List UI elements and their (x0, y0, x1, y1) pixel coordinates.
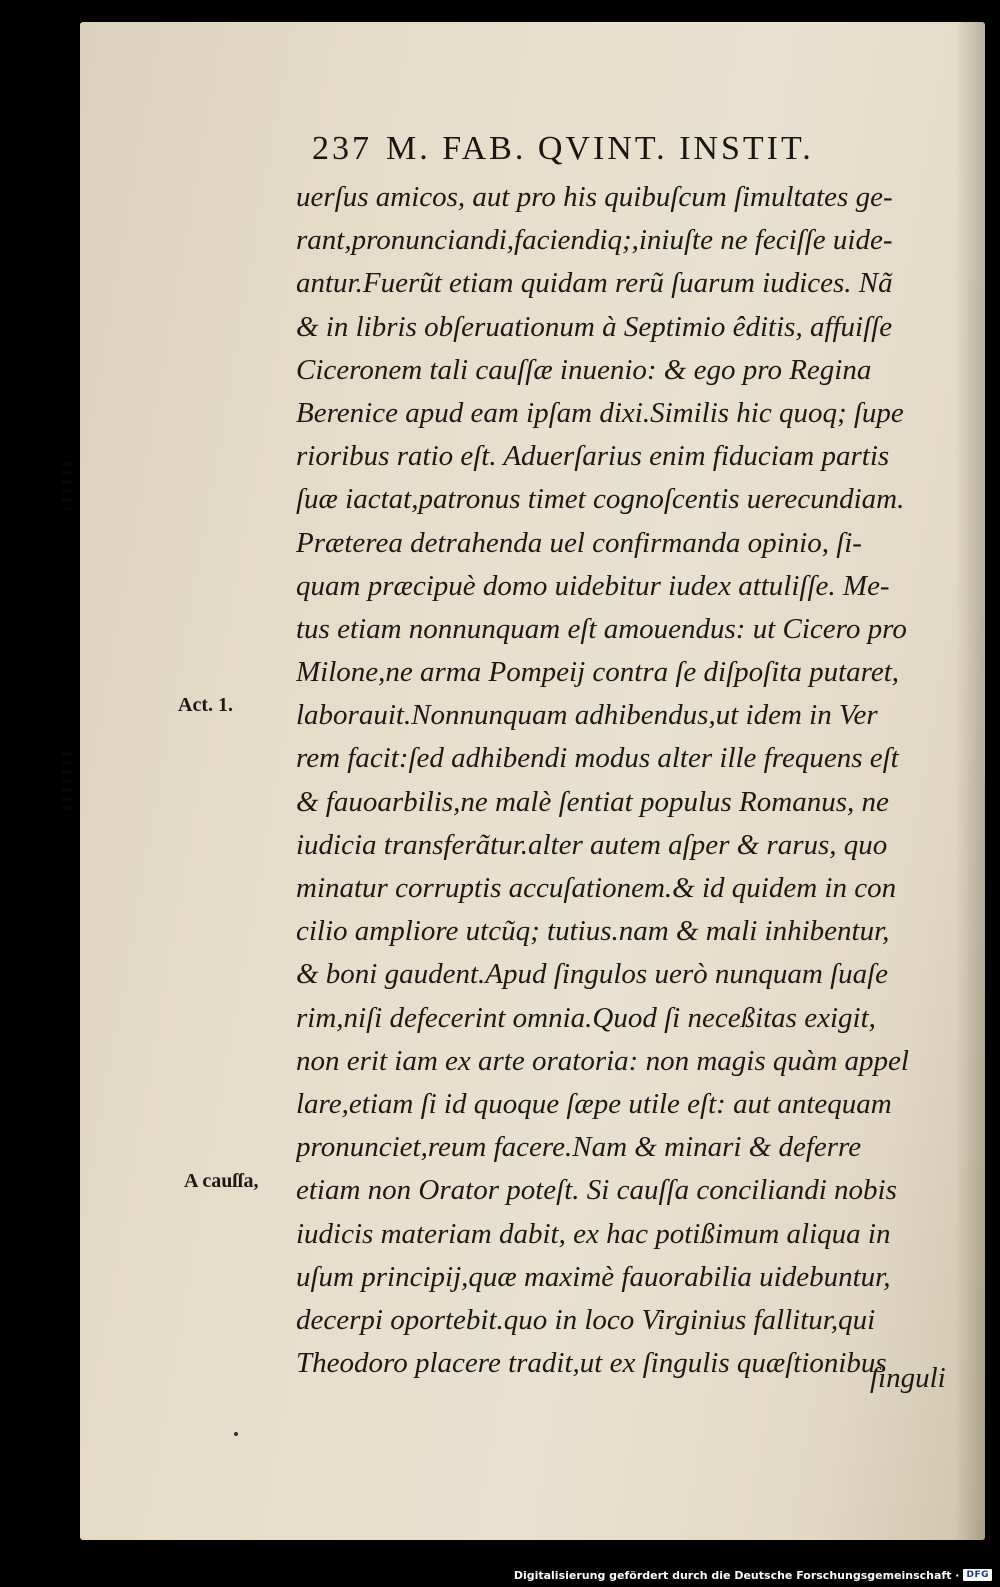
text-line: cilio ampliore utcũq; tutius.nam & mali inhibentur, (296, 915, 890, 948)
text-line: tus etiam nonnunquam eſt amouendus: ut Cicero pro (296, 612, 907, 645)
text-line: non erit iam ex arte oratoria: non magis quàm appel (296, 1044, 909, 1077)
digitization-footer (514, 1567, 992, 1583)
text-line: & fauoarbilis,ne malè ſentiat populus Romanus, ne (296, 785, 889, 818)
text-line: rem facit:ſed adhibendi modus alter ille frequens eſt (296, 742, 899, 775)
catchword: ſinguli (870, 1362, 946, 1394)
text-line: Berenice apud eam ipſam dixi.Similis hic quoq; ſupe (296, 396, 904, 429)
running-title: M. FAB. QVINT. INSTIT. (386, 130, 814, 167)
text-line: iudicia transferãtur.alter autem aſper & rarus, quo (296, 828, 888, 861)
margin-note-causa: A cauſſa, (184, 1170, 259, 1192)
funding-credit: Digitalisierung gefördert durch die Deutsche Forschungsgemeinschaft · (513, 1568, 960, 1582)
text-line: rim,niſi defecerint omnia.Quod ſi neceßitas exigit, (296, 1001, 876, 1034)
text-line: lare,etiam ſi id quoque ſæpe utile eſt: aut antequam (296, 1087, 892, 1120)
text-line: decerpi oportebit.quo in loco Virginius fallitur,qui (296, 1303, 876, 1336)
text-line: laborauit.Nonnunquam adhibendus,ut idem in Ver (296, 699, 878, 732)
text-line: & in libris obſeruationum à Septimio êditis, affuiſſe (296, 310, 893, 343)
text-line: ſuæ iactat,patronus timet cognoſcentis uerecundiam. (296, 483, 905, 516)
text-line: minatur corruptis accuſationem.& id quidem in con (296, 872, 897, 904)
dfg-logo: DFG (963, 1569, 992, 1581)
show-through-mark (62, 462, 72, 510)
ink-speck (234, 1432, 238, 1436)
text-line: Præterea detrahenda uel confirmanda opinio, ſi- (296, 526, 862, 559)
text-line: & boni gaudent.Apud ſingulos uerò nunquam ſuaſe (296, 958, 889, 991)
margin-note-act: Act. 1. (178, 694, 233, 716)
text-line: quam præcipuè domo uidebitur iudex attuliſſe. Me- (296, 569, 890, 602)
show-through-mark (62, 752, 72, 812)
text-line: etiam non Orator poteſt. Si cauſſa conciliandi nobis (296, 1174, 897, 1207)
text-line: iudicis materiam dabit, ex hac potißimum aliqua in (296, 1217, 891, 1250)
text-line: Ciceronem tali cauſſæ inuenio: & ego pro Regina (296, 353, 872, 386)
body-text (296, 176, 964, 1385)
text-line: rioribus ratio eſt. Aduerſarius enim fiduciam partis (296, 440, 890, 473)
text-line: uſum principij,quæ maximè fauorabilia uidebuntur, (296, 1260, 891, 1293)
running-head (312, 130, 912, 168)
text-line: pronunciet,reum facere.Nam & minari & deferre (296, 1131, 862, 1164)
text-line: antur.Fuerũt etiam quidam rerũ ſuarum iudices. Nã (296, 267, 893, 300)
text-line: Theodoro placere tradit,ut ex ſingulis quæſtionibus (296, 1347, 887, 1380)
text-line: rant,pronunciandi,faciendiq;,iniuſte ne feciſſe uide- (296, 224, 893, 257)
page-number: 237 (312, 130, 372, 167)
text-line: uerſus amicos, aut pro his quibuſcum ſimultates ge- (296, 181, 893, 213)
text-line: Milone,ne arma Pompeij contra ſe diſpoſita putaret, (296, 656, 900, 689)
